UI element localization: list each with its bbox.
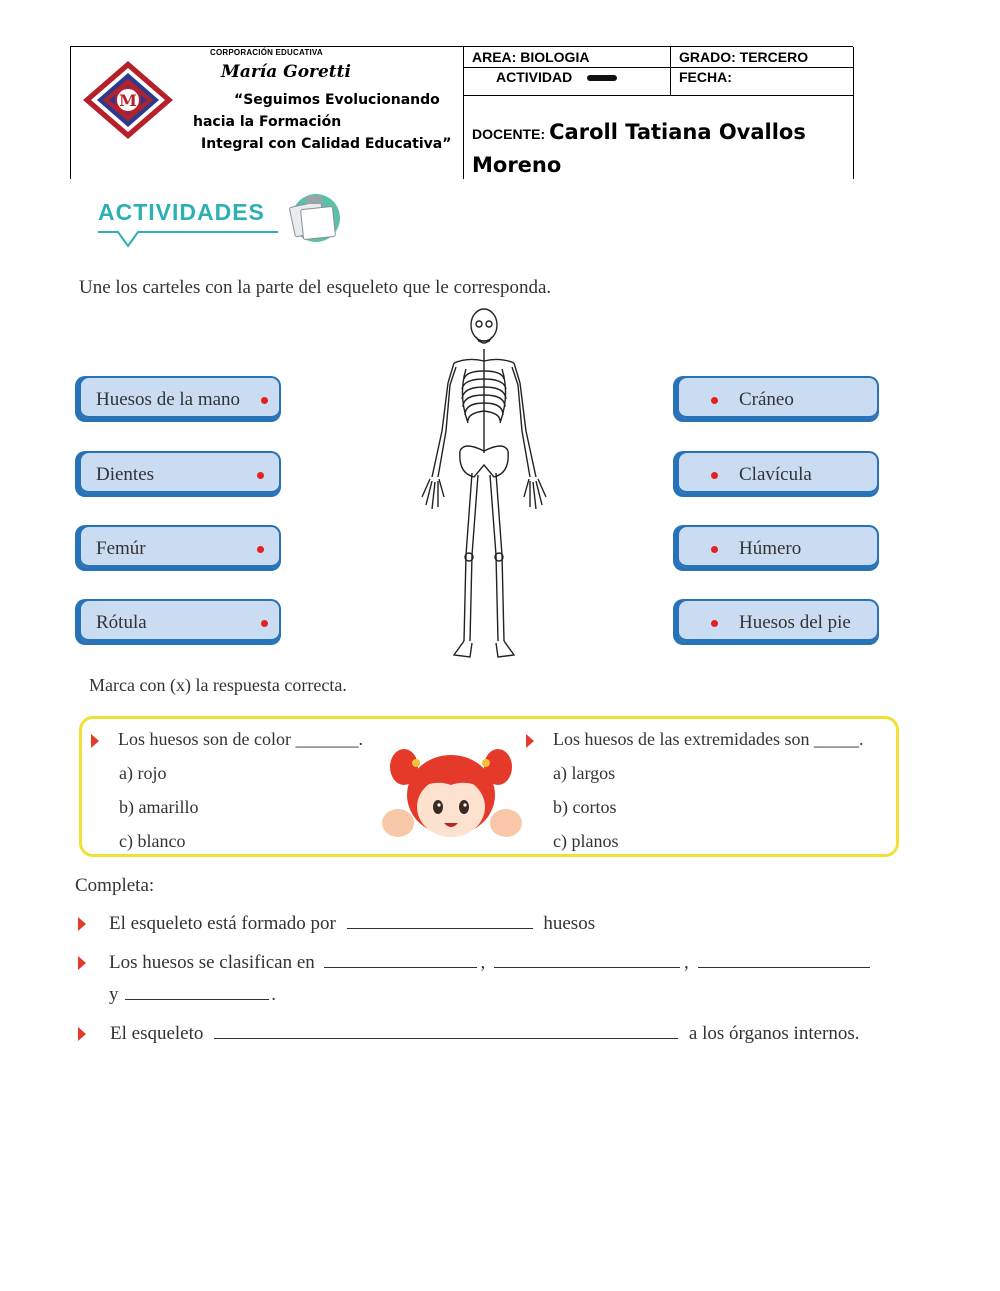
match-instruction: Une los carteles con la parte del esqueleto que le corresponda.: [79, 277, 552, 298]
label-huesos-de-la-mano[interactable]: [79, 376, 281, 422]
motto-line-2: hacia la Formación: [193, 114, 342, 130]
blank-type-3[interactable]: [698, 953, 870, 968]
motto-line-1: “Seguimos Evolucionando: [234, 92, 440, 108]
label-femur[interactable]: [79, 525, 281, 571]
svg-text:M: M: [119, 91, 137, 110]
label-text: Huesos de la mano: [96, 389, 241, 410]
blank-type-2[interactable]: [494, 953, 680, 968]
activities-title: ACTIVIDADES: [98, 199, 265, 225]
label-text: Húmero: [739, 538, 802, 559]
header-info-cell: [464, 47, 854, 179]
activity-dash: [587, 75, 617, 81]
date-label: FECHA:: [679, 69, 732, 85]
label-clavicula[interactable]: [677, 451, 879, 497]
corporation-label: CORPORACIÓN EDUCATIVA: [210, 48, 323, 57]
bullet-icon: [526, 734, 534, 748]
connector-dot[interactable]: [711, 472, 718, 479]
label-dientes[interactable]: [79, 451, 281, 497]
label-craneo[interactable]: [677, 376, 879, 422]
connector-dot[interactable]: [711, 397, 718, 404]
q2-option-a[interactable]: a) largos: [553, 763, 616, 783]
girl-character-icon: [382, 741, 522, 849]
bullet-icon: [78, 1027, 86, 1041]
speech-underline-icon: [98, 228, 288, 250]
teacher-block: [472, 117, 847, 183]
sentence-3: [110, 1023, 860, 1045]
area-label: AREA: BIOLOGIA: [472, 49, 590, 65]
sentence-1-end: huesos: [543, 913, 596, 934]
label-text: Clavícula: [739, 464, 812, 485]
teacher-label: DOCENTE:: [472, 126, 546, 142]
activity-label: ACTIVIDAD: [496, 69, 573, 85]
label-text: Femúr: [96, 538, 146, 559]
connector-dot[interactable]: [257, 546, 264, 553]
question-1: Los huesos son de color _______.: [118, 729, 363, 749]
label-text: Rótula: [96, 612, 147, 633]
sentence-3-end: a los órganos internos.: [688, 1023, 860, 1044]
connector-dot[interactable]: [711, 546, 718, 553]
bullet-icon: [91, 734, 99, 748]
label-huesos-del-pie[interactable]: [677, 599, 879, 645]
blank-function[interactable]: [214, 1024, 678, 1039]
quiz-box: [79, 716, 899, 857]
sentence-1: [109, 913, 595, 935]
q2-option-b[interactable]: b) cortos: [553, 797, 617, 817]
connector-dot[interactable]: [711, 620, 718, 627]
sentence-2-cont: y .: [109, 984, 276, 1005]
skeleton-illustration: [408, 305, 560, 663]
sentence-1-start: El esqueleto está formado por: [109, 913, 336, 934]
q1-option-c[interactable]: c) blanco: [119, 831, 186, 851]
motto-line-3: Integral con Calidad Educativa”: [201, 136, 452, 152]
complete-title: Completa:: [75, 875, 155, 896]
school-logo-icon: [81, 59, 175, 141]
blank-type-4[interactable]: [125, 985, 269, 1000]
connector-dot[interactable]: [261, 620, 268, 627]
sentence-3-start: El esqueleto: [110, 1023, 204, 1044]
label-text: Dientes: [96, 464, 155, 485]
teacher-name-line-2: Moreno: [472, 153, 562, 177]
header-table: [70, 46, 853, 179]
bullet-icon: [78, 917, 86, 931]
connector-dot[interactable]: [257, 472, 264, 479]
label-rotula[interactable]: [79, 599, 281, 645]
blank-type-1[interactable]: [324, 953, 477, 968]
connector-dot[interactable]: [261, 397, 268, 404]
label-text: Cráneo: [739, 389, 794, 410]
sentence-2-start: Los huesos se clasifican en: [109, 952, 315, 973]
grade-label: GRADO: TERCERO: [679, 49, 809, 65]
q1-option-b[interactable]: b) amarillo: [119, 797, 199, 817]
header-school-cell: [71, 47, 464, 179]
label-text: Huesos del pie: [739, 612, 851, 633]
sentence-2-y: y: [109, 984, 119, 1005]
q1-option-a[interactable]: a) rojo: [119, 763, 167, 783]
bullet-icon: [78, 956, 86, 970]
teacher-name-line-1: Caroll Tatiana Ovallos: [549, 120, 806, 144]
mark-instruction: Marca con (x) la respuesta correcta.: [89, 675, 347, 695]
q2-option-c[interactable]: c) planos: [553, 831, 619, 851]
blank-count[interactable]: [347, 914, 533, 929]
school-name-signature: María Goretti: [221, 62, 351, 82]
sentence-2: Los huesos se clasifican en , ,: [109, 952, 874, 974]
label-humero[interactable]: [677, 525, 879, 571]
notepad-icon: [284, 190, 346, 250]
question-2: Los huesos de las extremidades son _____.: [553, 729, 864, 749]
